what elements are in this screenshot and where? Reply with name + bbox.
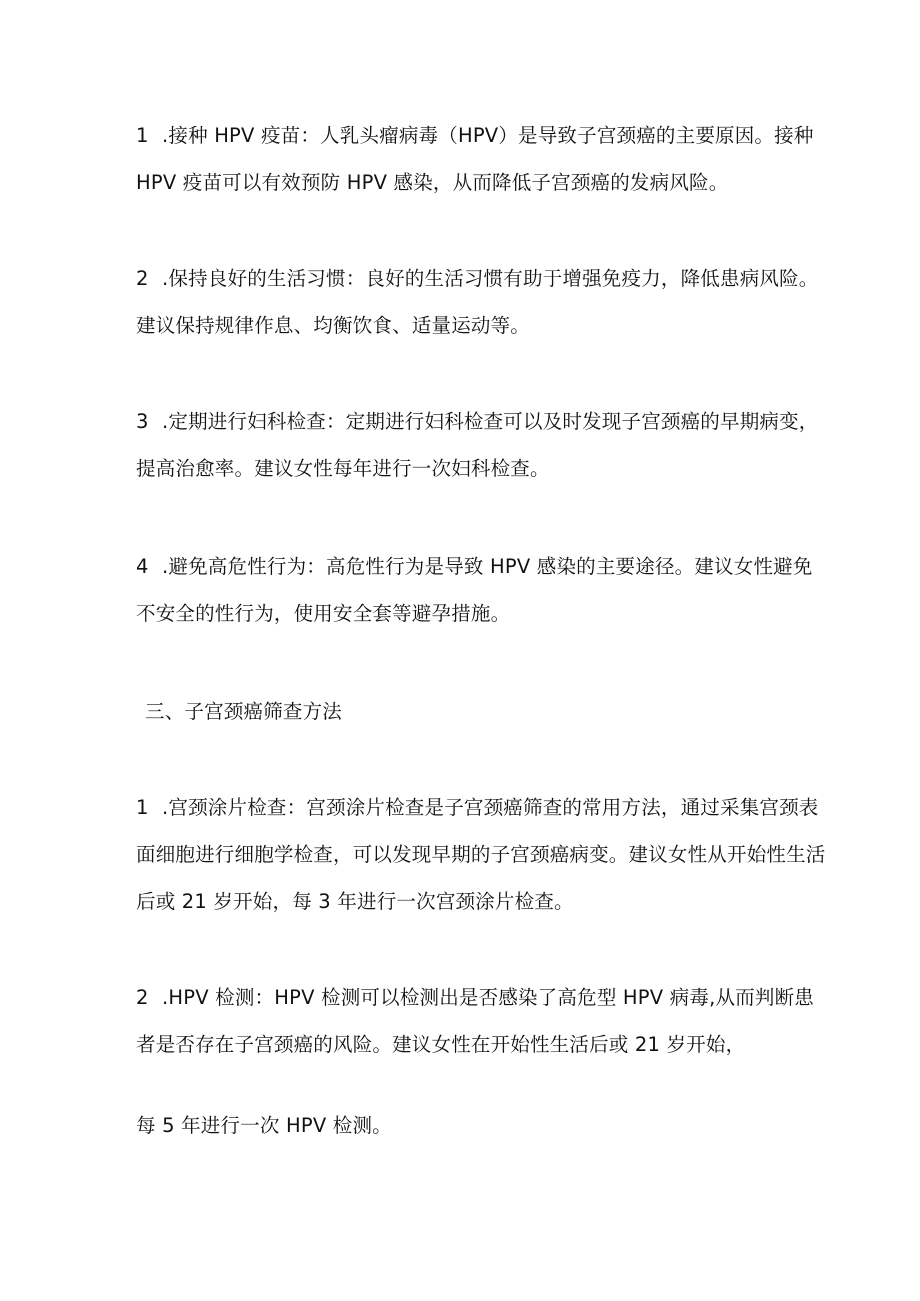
screening-2-number: 2 bbox=[136, 986, 149, 1009]
paragraph-1-text-1: .接种 HPV 疫苗：人乳头瘤病毒（HPV）是导致子宫颈癌的主要原因。接种 bbox=[162, 124, 814, 147]
paragraph-4-text-1: .避免高危性行为：高危性行为是导致 HPV 感染的主要途径。建议女性避免 bbox=[162, 555, 813, 578]
screening-2-text-1: .HPV 检测：HPV 检测可以检测出是否感染了高危型 HPV 病毒,从而判断患 bbox=[162, 986, 814, 1009]
paragraph-3-text-1: .定期进行妇科检查：定期进行妇科检查可以及时发现子宫颈癌的早期病变， bbox=[162, 410, 819, 433]
paragraph-3-line-2: 提高治愈率。建议女性每年进行一次妇科检查。 bbox=[136, 457, 550, 480]
paragraph-1-line-2: HPV 疫苗可以有效预防 HPV 感染，从而降低子宫颈癌的发病风险。 bbox=[136, 171, 729, 194]
paragraph-3-number: 3 bbox=[136, 410, 149, 433]
screening-1-number: 1 bbox=[136, 796, 149, 819]
screening-1-line-3: 后或 21 岁开始，每 3 年进行一次宫颈涂片检查。 bbox=[136, 890, 574, 913]
paragraph-4-number: 4 bbox=[136, 555, 149, 578]
paragraph-4-line-2: 不安全的性行为，使用安全套等避孕措施。 bbox=[136, 602, 511, 625]
screening-2-line-3: 每 5 年进行一次 HPV 检测。 bbox=[136, 1114, 392, 1137]
paragraph-1-line-1 bbox=[136, 123, 814, 149]
screening-1-line-1 bbox=[136, 795, 819, 821]
section-heading: 三、子宫颈癌筛查方法 bbox=[145, 700, 343, 723]
screening-1-line-2: 面细胞进行细胞学检查，可以发现早期的子宫颈癌病变。建议女性从开始性生活 bbox=[136, 843, 826, 866]
paragraph-2-text-1: .保持良好的生活习惯：良好的生活习惯有助于增强免疫力，降低患病风险。 bbox=[162, 267, 819, 290]
paragraph-2-line-2: 建议保持规律作息、均衡饮食、适量运动等。 bbox=[136, 314, 531, 337]
paragraph-4-line-1 bbox=[136, 554, 813, 580]
screening-1-text-1: .宫颈涂片检查：宫颈涂片检查是子宫颈癌筛查的常用方法，通过采集宫颈表 bbox=[162, 796, 819, 819]
screening-2-line-2: 者是否存在子宫颈癌的风险。建议女性在开始性生活后或 21 岁开始， bbox=[136, 1033, 746, 1056]
paragraph-1-number: 1 bbox=[136, 124, 149, 147]
paragraph-2-number: 2 bbox=[136, 267, 149, 290]
paragraph-2-line-1 bbox=[136, 266, 819, 292]
screening-2-line-1 bbox=[136, 985, 814, 1011]
paragraph-3-line-1 bbox=[136, 409, 819, 435]
